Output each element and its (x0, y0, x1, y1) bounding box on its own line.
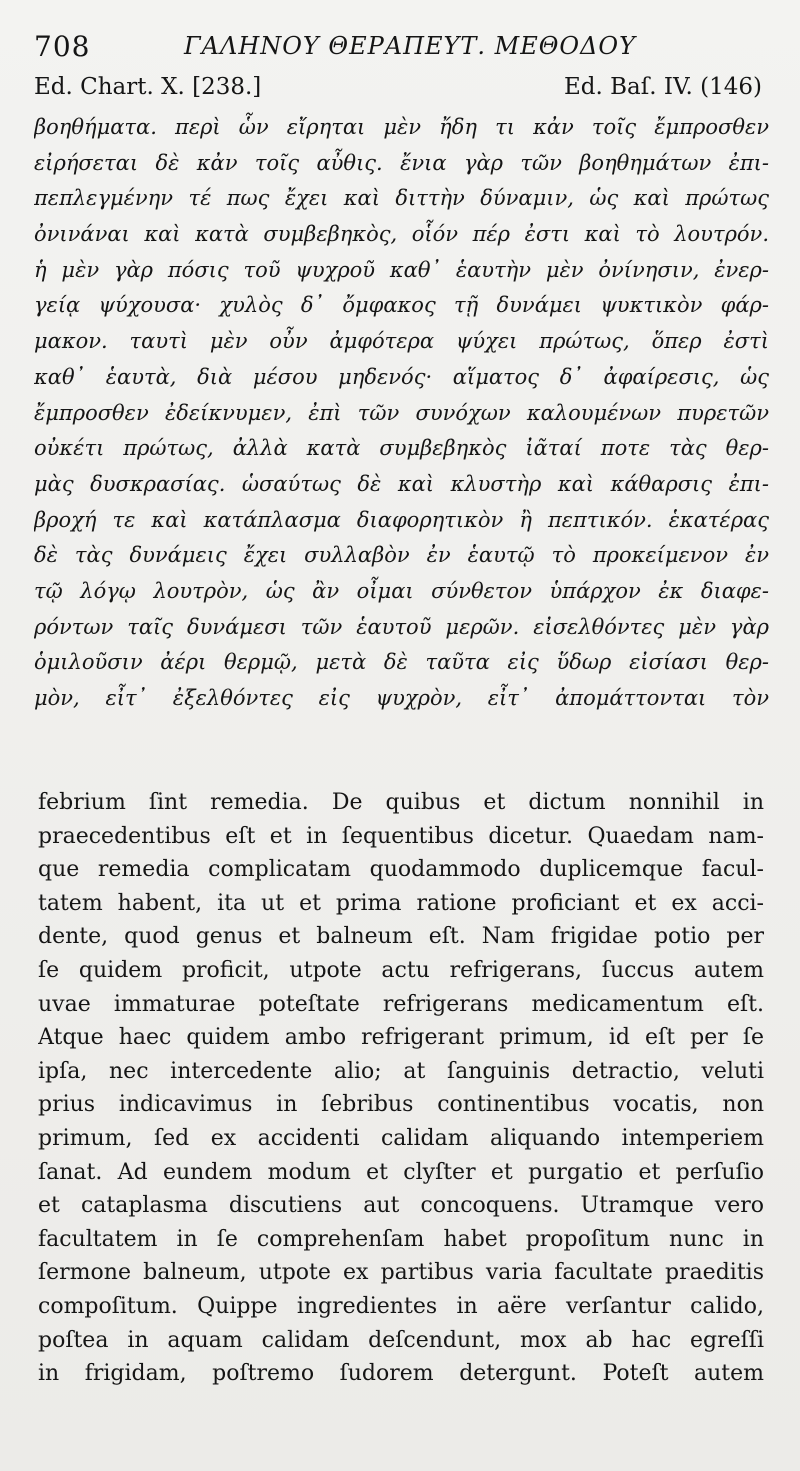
latin-line: febrium ſint remedia. De quibus et dictum nonnihil in (38, 790, 764, 815)
latin-line: Atque haec quidem ambo refrigerant primum, id eſt per ſe (38, 1025, 764, 1051)
running-head (34, 30, 774, 66)
greek-line: εἰρήσεται δὲ κἀν τοῖς αὖθις. ἔνια γὰρ τῶν βοηθημάτων ἐπι- (34, 150, 769, 175)
latin-line: in frigidam, poſtremo ſudorem detergunt. Poteſt autem (38, 1361, 764, 1387)
greek-line: βοηθήματα. περὶ ὧν εἴρηται μὲν ἤδη τι κἀν τοῖς ἔμπροσθεν (34, 115, 769, 139)
greek-line: μακον. ταυτὶ μὲν οὖν ἀμφότερα ψύχει πρώτως, ὅπερ ἐστὶ (34, 329, 769, 354)
greek-text-block (34, 110, 769, 717)
greek-line: μὸν, εἶτ᾿ ἐξελθόντες εἰς ψυχρὸν, εἶτ᾿ ἀπομάττονται τὸν (34, 686, 769, 710)
greek-line: ὁμιλοῦσιν ἀέρι θερμῷ, μετὰ δὲ ταῦτα εἰς ὕδωρ εἰσίασι θερ- (34, 650, 769, 675)
page-number: 708 (34, 30, 91, 63)
latin-line: uvae immaturae poteſtate refrigerans medicamentum eſt. (38, 991, 764, 1017)
greek-line: βροχή τε καὶ κατάπλασμα διαφορητικὸν ἢ πεπτικόν. ἑκατέρας (34, 507, 769, 532)
running-title: ΓΑΛΗΝΟΥ ΘΕΡΑΠΕΥΤ. ΜΕΘΟΔΟΥ (184, 32, 636, 60)
greek-line: ἡ μὲν γὰρ πόσις τοῦ ψυχροῦ καθ᾿ ἑαυτὴν μὲν ὀνίνησιν, ἐνερ- (34, 257, 769, 282)
latin-line: praecedentibus eſt et in ſequentibus dicetur. Quaedam nam- (38, 823, 764, 849)
latin-line: ipſa, nec intercedente alio; at ſanguinis detractio, veluti (38, 1058, 764, 1084)
latin-line: ſermone balneum, utpote ex partibus varia facultate praeditis (38, 1260, 764, 1286)
latin-line: facultatem in ſe comprehenſam habet propoſitum nunc in (38, 1226, 764, 1252)
edition-basel-reference: Ed. Baſ. IV. (146) (563, 74, 762, 100)
greek-line: δὲ τὰς δυνάμεις ἔχει συλλαβὸν ἐν ἑαυτῷ τὸ προκείμενον ἐν (34, 543, 769, 568)
edition-chartier-reference: Ed. Chart. X. [238.] (34, 74, 262, 100)
latin-line: prius indicavimus in ſebribus continentibus vocatis, non (38, 1092, 764, 1118)
latin-line: ſanat. Ad eundem modum et clyſter et purgatio et perſuſio (38, 1159, 764, 1185)
greek-line: ὀνινάναι καὶ κατὰ συμβεβηκὸς, οἷόν πέρ ἐστι καὶ τὸ λουτρόν. (34, 222, 769, 247)
latin-line: que remedia complicatam quodammodo duplicemque facul- (38, 857, 764, 883)
latin-line: et cataplasma discutiens aut concoquens. Utramque vero (38, 1193, 764, 1219)
greek-line: πεπλεγμένην τέ πως ἔχει καὶ διττὴν δύναμιν, ὡς καὶ πρώτως (34, 186, 769, 211)
edition-reference-line (34, 74, 762, 104)
latin-text-block (38, 786, 764, 1391)
greek-line: ἔμπροσθεν ἐδείκνυμεν, ἐπὶ τῶν συνόχων καλουμένων πυρετῶν (34, 400, 769, 425)
greek-line: οὐκέτι πρώτως, ἀλλὰ κατὰ συμβεβηκὸς ἰᾶταί ποτε τὰς θερ- (34, 436, 769, 461)
latin-line: ſe quidem proficit, utpote actu refrigerans, ſuccus autem (38, 957, 764, 983)
greek-line: ρόντων ταῖς δυνάμεσι τῶν ἑαυτοῦ μερῶν. εἰσελθόντες μὲν γὰρ (34, 614, 769, 639)
greek-line: καθ᾿ ἑαυτὰ, διὰ μέσου μηδενός· αἵματος δ᾿ ἀφαίρεσις, ὡς (34, 364, 769, 389)
latin-line: dente, quod genus et balneum eſt. Nam frigidae potio per (38, 924, 764, 950)
latin-line: compoſitum. Quippe ingredientes in aëre verſantur calido, (38, 1293, 764, 1319)
greek-line: μὰς δυσκρασίας. ὡσαύτως δὲ καὶ κλυστὴρ καὶ κάθαρσις ἐπι- (34, 471, 769, 496)
latin-line: tatem habent, ita ut et prima ratione proficiant et ex acci- (38, 890, 764, 916)
greek-line: γείᾳ ψύχουσα· χυλὸς δ᾿ ὄμφακος τῇ δυνάμει ψυκτικὸν φάρ- (34, 293, 769, 318)
latin-line: primum, ſed ex accidenti calidam aliquando intemperiem (38, 1125, 764, 1151)
greek-line: τῷ λόγῳ λουτρὸν, ὡς ἂν οἶμαι σύνθετον ὑπάρχον ἐκ διαφε- (34, 578, 769, 603)
latin-line: poſtea in aquam calidam deſcendunt, mox ab hac egreſſi (38, 1327, 764, 1353)
